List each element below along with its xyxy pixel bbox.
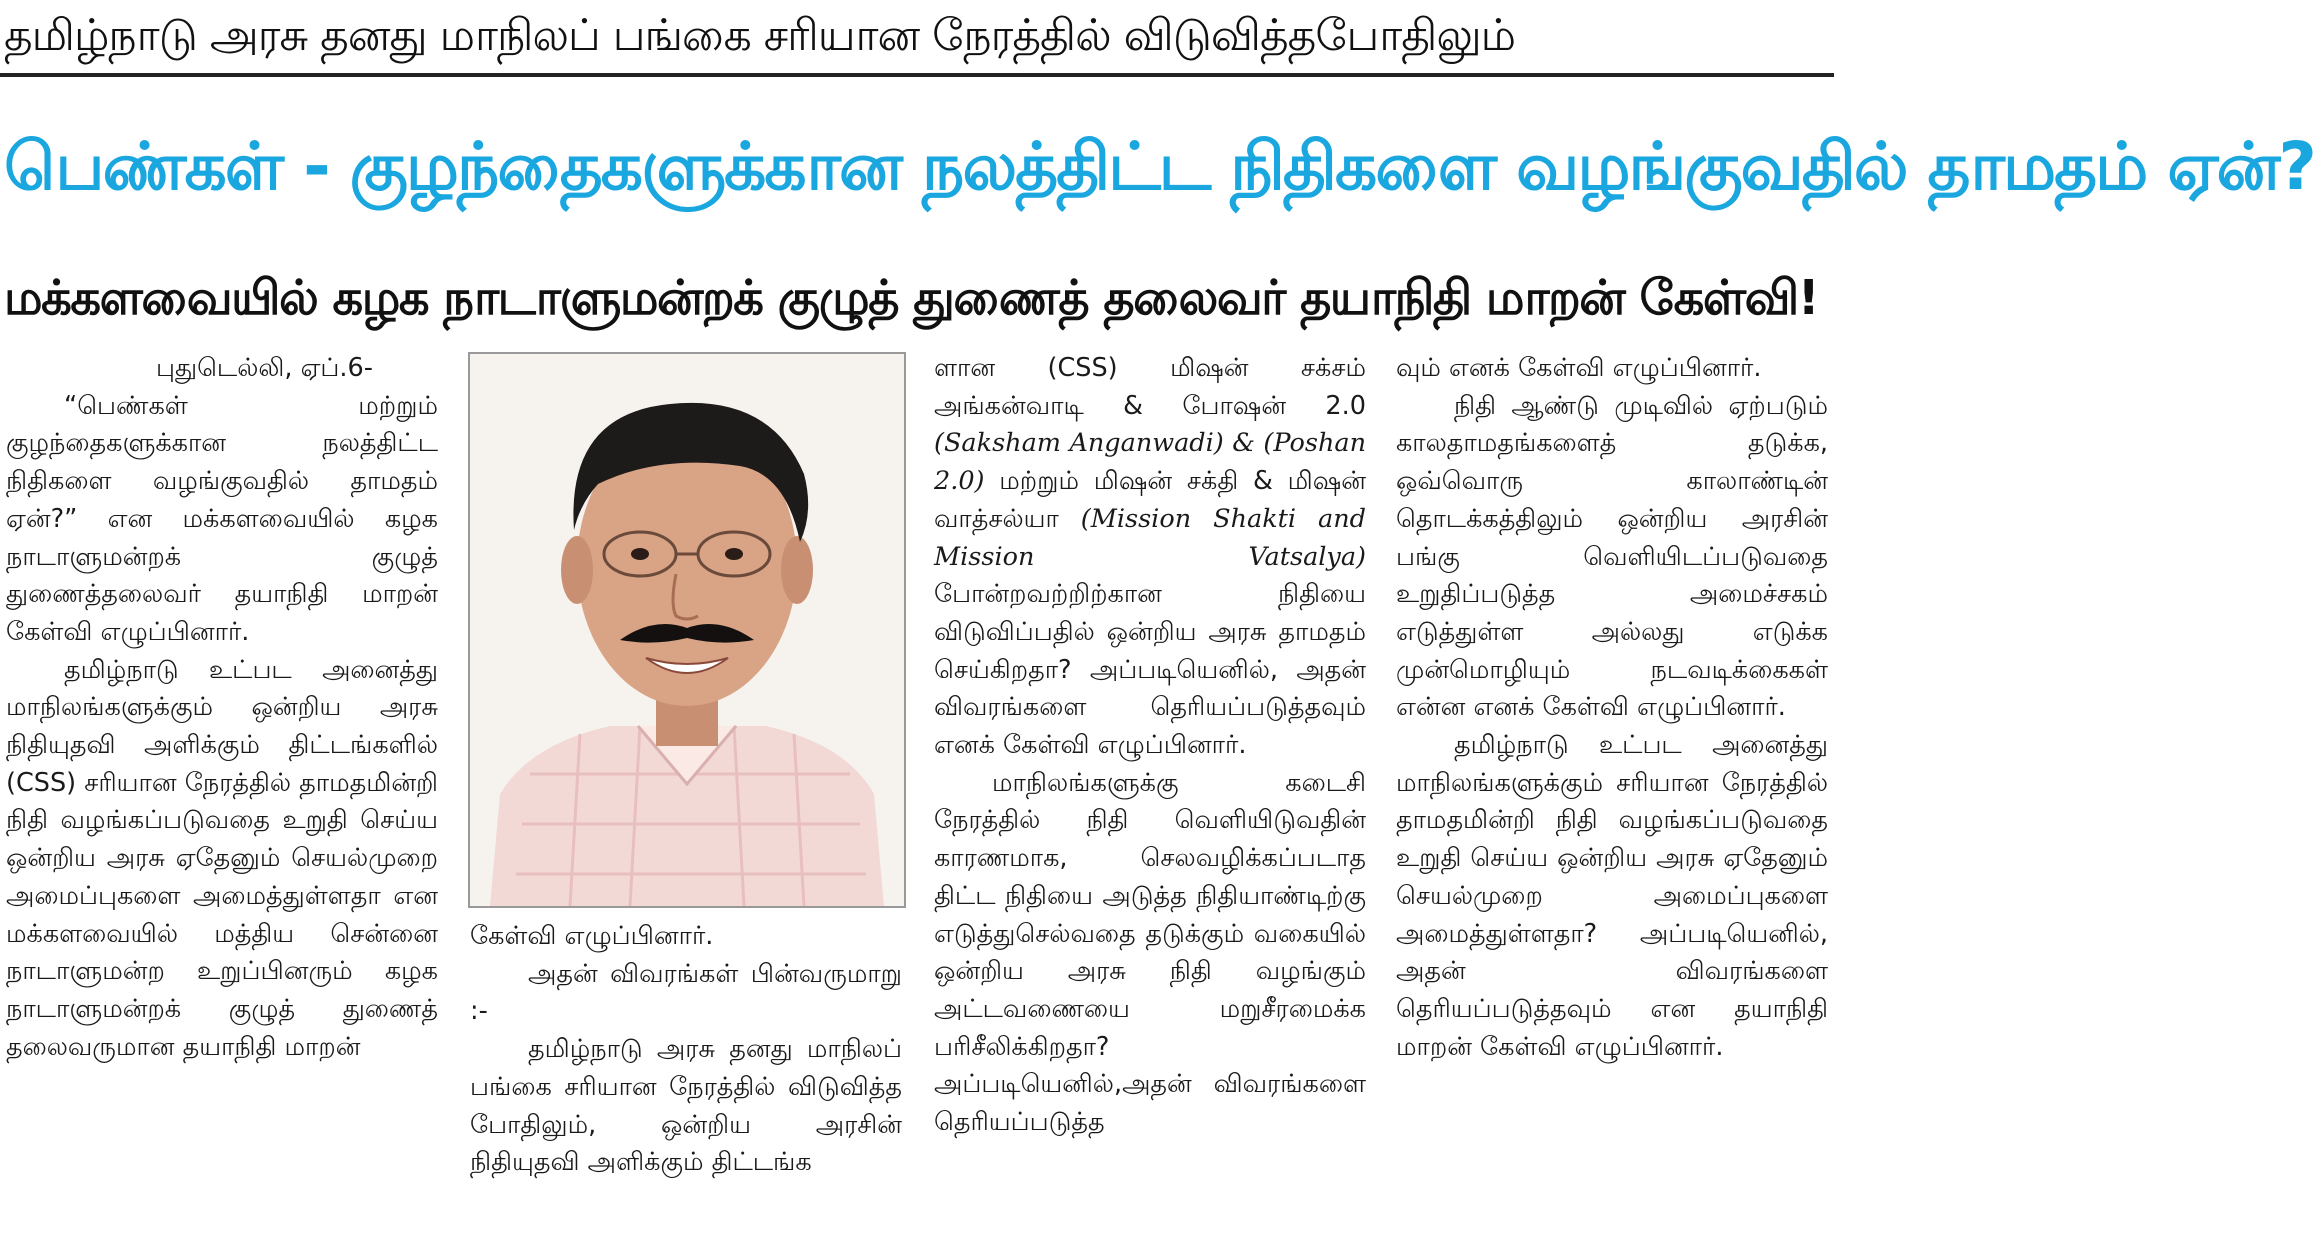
paragraph: தமிழ்நாடு உட்பட அனைத்து மாநிலங்களுக்கும் சரியான நேரத்தில் தாமதமின்றி நிதி வழங்கப்படுவதை உறுதி செய்ய ஒன்றிய அரசு ஏதேனும் செயல்முறை அமைப்புகளை அமைத்துள்ளதா? அப்படியெனில், அதன் விவரங்களை தெரியப்படுத்தவும் என தயாநிதி மாறன் கேள்வி எழுப்பினார். — [1396, 730, 1828, 1062]
article-column-3 — [934, 350, 1366, 1240]
paragraph: அதன் விவரங்கள் பின்வருமாறு :- — [470, 958, 902, 1027]
article-column-4 — [1396, 350, 1828, 1220]
paragraph: மாநிலங்களுக்கு கடைசி நேரத்தில் நிதி வெளியிடுவதின் காரணமாக, செலவழிக்கப்படாத திட்ட நிதியை அடுத்த நிதியாண்டிற்கு எடுத்துசெல்வதை தடுக்கும் வகையில் ஒன்றிய அரசு நிதி வழங்கும் அட்டவணையை மறுசீரமைக்க பரிசீலிக்கிறதா? அப்படியெனில்,அதன் விவரங்களை தெரியப்படுத்த — [934, 767, 1366, 1138]
portrait-photo — [468, 352, 906, 908]
paragraph — [934, 350, 1366, 765]
paragraph: நிதி ஆண்டு முடிவில் ஏற்படும் காலதாமதங்களைத் தடுக்க, ஒவ்வொரு காலாண்டின் தொடக்கத்திலும் ஒன்றிய அரசின் பங்கு வெளியிடப்படுவதை உறுதிப்படுத்த அமைச்சகம் எடுத்துள்ள அல்லது எடுக்க முன்மொழியும் நடவடிக்கைகள் என்ன எனக் கேள்வி எழுப்பினார். — [1396, 390, 1828, 723]
paragraph: வும் எனக் கேள்வி எழுப்பினார். — [1396, 353, 1762, 383]
paragraph: தமிழ்நாடு உட்பட அனைத்து மாநிலங்களுக்கும் ஒன்றிய அரசு நிதியுதவி அளிக்கும் திட்டங்களில் (CSS) சரியான நேரத்தில் தாமதமின்றி நிதி வழங்கப்படுவதை உறுதி செய்ய ஒன்றிய அரசு ஏதேனும் செயல்முறை அமைப்புகளை அமைத்துள்ளதா என மக்களவையில் மத்திய சென்னை நாடாளுமன்ற உறுப்பினரும் கழக நாடாளுமன்றக் குழுத் துணைத் தலைவருமான தயாநிதி மாறன் — [6, 654, 438, 1062]
sub-headline: மக்களவையில் கழக நாடாளுமன்றக் குழுத் துணைத் தலைவர் தயாநிதி மாறன் கேள்வி! — [4, 270, 1819, 326]
dateline: புதுடெல்லி, ஏப்.6- — [156, 353, 373, 383]
latin-text: (Saksham Anganwadi) & (Poshan 2.0) — [934, 428, 1366, 497]
latin-text: (Mission Shakti and Mission Vatsalya) — [934, 503, 1366, 572]
text-run: போன்றவற்றிற்கான நிதியை விடுவிப்பதில் ஒன்றிய அரசு தாமதம் செய்கிறதா? அப்படியெனில், அதன் விவரங்களை தெரியப்படுத்தவும் எனக் கேள்வி எழுப்பினார். — [934, 579, 1366, 761]
article-column-1 — [6, 350, 438, 1240]
kicker-rule — [0, 73, 1834, 77]
text-run: ளான (CSS) மிஷன் சக்சம் அங்கன்வாடி & போஷன் 2.0 — [934, 353, 1366, 421]
paragraph: கேள்வி எழுப்பினார். — [470, 921, 714, 951]
main-headline: பெண்கள் - குழந்தைகளுக்கான நலத்திட்ட நிதிகளை வழங்குவதில் தாமதம் ஏன்? — [4, 128, 2315, 205]
paragraph: தமிழ்நாடு அரசு தனது மாநிலப் பங்கை சரியான நேரத்தில் விடுவித்த போதிலும், ஒன்றிய அரசின் நிதியுதவி அளிக்கும் திட்டங்க — [470, 1034, 902, 1178]
paragraph: “பெண்கள் மற்றும் குழந்தைகளுக்கான நலத்திட்ட நிதிகளை வழங்குவதில் தாமதம் ஏன்?” என மக்களவையில் கழக நாடாளுமன்றக் குழுத் துணைத்தலைவர் தயாநிதி மாறன் கேள்வி எழுப்பினார். — [6, 390, 438, 647]
article-column-2 — [470, 918, 902, 1240]
kicker-headline: தமிழ்நாடு அரசு தனது மாநிலப் பங்கை சரியான நேரத்தில் விடுவித்தபோதிலும் — [4, 10, 1516, 61]
text-run: மற்றும் மிஷன் சக்தி & மிஷன் வாத்சல்யா — [934, 466, 1366, 534]
portrait-illustration — [470, 354, 904, 906]
